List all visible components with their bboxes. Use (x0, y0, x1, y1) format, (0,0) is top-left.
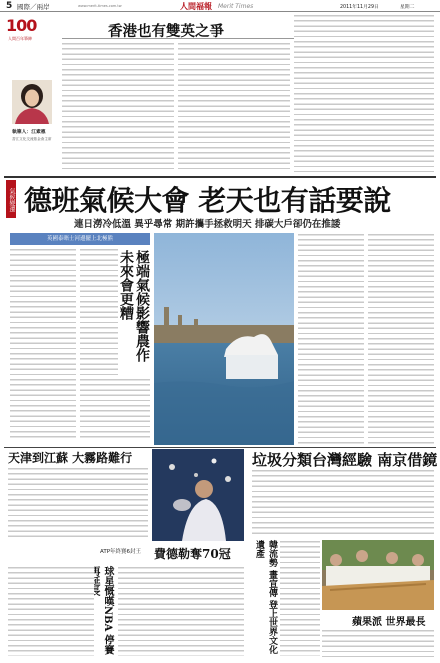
author-role: 香江文化交流基金會主席 (12, 137, 52, 141)
column-body-2 (178, 42, 290, 172)
nba-headline: 球星慨嘆NBA 停賽 (102, 566, 113, 655)
column-body-1 (62, 42, 174, 172)
author-byline: 執筆人：江素惠 (12, 130, 46, 135)
side-tag-label: 氣候變遷 (8, 188, 15, 212)
korea-headline-box (250, 540, 278, 656)
page-number: 5 (6, 1, 13, 11)
nba-headline-box (98, 566, 114, 656)
column-title: 香港也有雙英之爭 (108, 23, 224, 40)
issue-date: 2011年11月29日 (340, 5, 379, 10)
tianjin-headline: 天津到江蘇 大霧路難行 (8, 451, 133, 465)
federer-headline: 費德勒奪70冠 (154, 547, 231, 561)
lower-divider (4, 447, 436, 448)
photo-image (154, 233, 294, 445)
page-header (0, 0, 440, 12)
centenary-badge (6, 16, 52, 46)
story-body-4 (368, 233, 434, 445)
garbage-headline: 垃圾分類台灣經驗 南京借鏡 (252, 451, 438, 469)
apple-body (322, 629, 434, 657)
section-divider (4, 176, 436, 178)
side-tag (6, 180, 16, 218)
sidebar-banner (10, 233, 150, 245)
website-url: www.merit-times.com.tw (78, 4, 122, 8)
apple-headline: 蘋果派 世界最長 (352, 617, 426, 628)
apple-pie-image (322, 540, 434, 610)
federer-body (118, 566, 244, 656)
author-portrait-image (12, 80, 52, 124)
korea-body (280, 540, 320, 656)
masthead-latin: Merit Times (218, 3, 254, 10)
main-headline: 德班氣候大會 老天也有話要說 (24, 184, 391, 217)
author-photo (12, 80, 52, 124)
sidebar-banner-label: 英國泰晤士河邊擺上北極熊 (46, 236, 113, 242)
federer-photo (152, 449, 244, 541)
column-body-3 (294, 14, 434, 172)
garbage-body (252, 469, 434, 535)
badge-caption: 人間百年筆陣 (8, 36, 32, 41)
pull-quote-text: 極端氣候影響農作 未來會更糟 (118, 250, 150, 362)
apple-pie-photo (322, 540, 434, 610)
federer-tag: ATP年終賽6封王 (100, 549, 142, 555)
tianjin-body (8, 467, 148, 537)
masthead-name: 人間福報 (180, 1, 212, 11)
tennis-photo-image (152, 449, 244, 541)
nba-body (8, 566, 94, 656)
thames-polar-bear-photo (154, 233, 294, 445)
pull-quote (118, 248, 150, 378)
main-subheadline: 連日澇冷低溫 異乎尋常 期許攜手拯救明天 排碳大戶卻仍在推諉 (74, 219, 341, 230)
korea-headline: 韓流勢 畫宣傳 登上世界文化遺產 (254, 540, 277, 655)
story-body-3 (298, 233, 364, 445)
badge-number: 100 (6, 16, 37, 35)
issue-weekday: 星期二 (400, 5, 415, 10)
story-body-1 (10, 248, 76, 438)
section-label: 國際／兩岸 (17, 3, 50, 11)
